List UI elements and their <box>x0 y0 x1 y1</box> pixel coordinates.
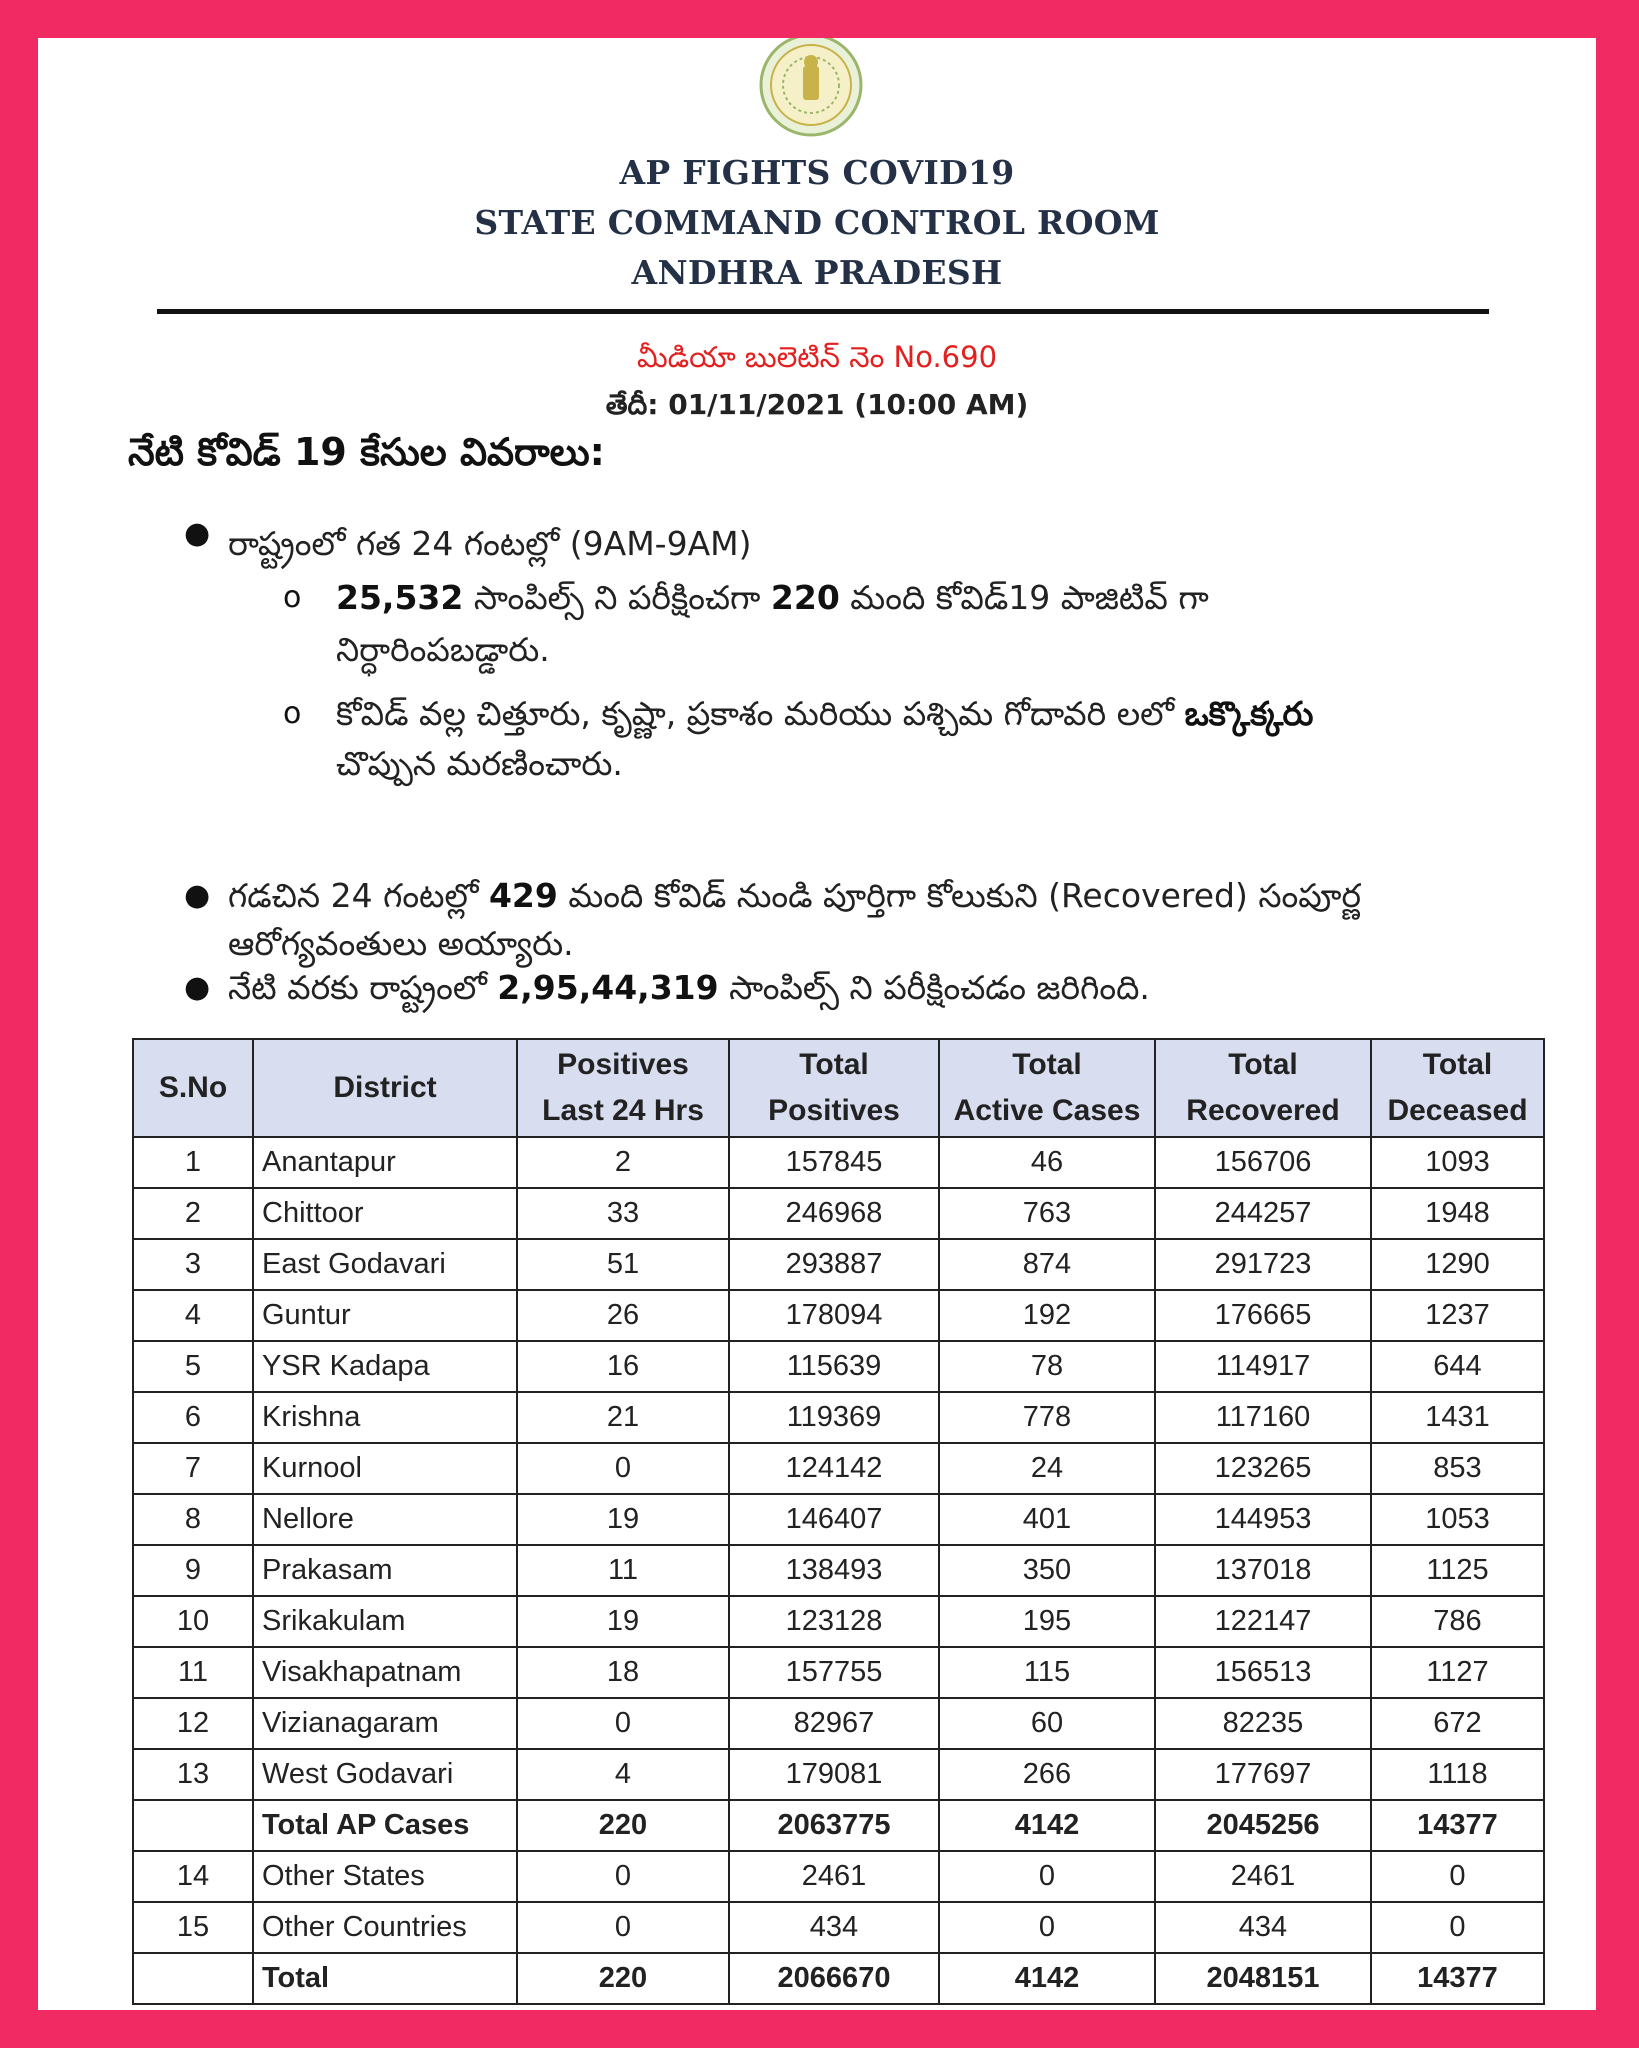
cell-total-positives: 2066670 <box>729 1953 939 2004</box>
header-line-1: AP FIGHTS COVID19 <box>619 153 1015 192</box>
cell-positives-24h: 0 <box>517 1851 729 1902</box>
cell-active-cases: 60 <box>939 1698 1155 1749</box>
cell-positives-24h: 51 <box>517 1239 729 1290</box>
table-row <box>133 1188 1544 1239</box>
table-row <box>133 1851 1544 1902</box>
cell-total-positives: 115639 <box>729 1341 939 1392</box>
cell-total-positives: 157755 <box>729 1647 939 1698</box>
cell-recovered: 82235 <box>1155 1698 1371 1749</box>
cell-recovered: 122147 <box>1155 1596 1371 1647</box>
cell-positives-24h: 2 <box>517 1137 729 1188</box>
cell-positives-24h: 19 <box>517 1494 729 1545</box>
cell-total-positives: 434 <box>729 1902 939 1953</box>
cell-active-cases: 46 <box>939 1137 1155 1188</box>
sub-bullet-2: కోవిడ్ వల్ల చిత్తూరు, కృష్ణా, ప్రకాశం మరియు పశ్చిమ గోదావరి లలో ఒక్కొక్కరు <box>336 694 1314 733</box>
cell-deceased: 1125 <box>1371 1545 1544 1596</box>
cell-total-positives: 119369 <box>729 1392 939 1443</box>
col-header-district: District <box>253 1039 517 1137</box>
cell-sno: 13 <box>133 1749 253 1800</box>
bullet-dot-icon: ● <box>184 970 211 1005</box>
cell-recovered: 156513 <box>1155 1647 1371 1698</box>
bulletin-date: తేదీ: 01/11/2021 (10:00 AM) <box>605 388 1029 421</box>
cell-district: Chittoor <box>253 1188 517 1239</box>
cell-active-cases: 0 <box>939 1851 1155 1902</box>
cell-district: YSR Kadapa <box>253 1341 517 1392</box>
cell-recovered: 176665 <box>1155 1290 1371 1341</box>
cell-recovered: 434 <box>1155 1902 1371 1953</box>
bullet-3: నేటి వరకు రాష్ట్రంలో 2,95,44,319 సాంపిల్స్ ని పరీక్షించడం జరిగింది. <box>228 968 1150 1007</box>
cell-recovered: 2461 <box>1155 1851 1371 1902</box>
cell-active-cases: 78 <box>939 1341 1155 1392</box>
cell-positives-24h: 33 <box>517 1188 729 1239</box>
table-row <box>133 1596 1544 1647</box>
cell-positives-24h: 18 <box>517 1647 729 1698</box>
cell-sno: 12 <box>133 1698 253 1749</box>
cell-active-cases: 763 <box>939 1188 1155 1239</box>
cell-recovered: 177697 <box>1155 1749 1371 1800</box>
cell-sno: 3 <box>133 1239 253 1290</box>
samples-count: 25,532 <box>336 578 464 617</box>
cell-total-positives: 123128 <box>729 1596 939 1647</box>
positive-count: 220 <box>770 578 840 617</box>
section-title: నేటి కోవిడ్ 19 కేసుల వివరాలు: <box>128 430 605 474</box>
cell-active-cases: 874 <box>939 1239 1155 1290</box>
cell-active-cases: 350 <box>939 1545 1155 1596</box>
bullet-dot-icon: ● <box>184 878 211 913</box>
sub-bullet-icon: o <box>283 696 302 731</box>
sub-bullet-1: 25,532 సాంపిల్స్ ని పరీక్షించగా 220 మంది కోవిడ్19 పాజిటివ్ గా <box>336 578 1209 617</box>
cell-sno <box>133 1800 253 1851</box>
sub-bullet-icon: o <box>283 580 302 615</box>
cell-sno: 10 <box>133 1596 253 1647</box>
cell-positives-24h: 220 <box>517 1800 729 1851</box>
bulletin-number: మీడియా బులెటిన్ నెం No.690 <box>636 340 998 374</box>
table-row <box>133 1800 1544 1851</box>
cell-active-cases: 195 <box>939 1596 1155 1647</box>
col-header-total-positives: Total Positives <box>729 1039 939 1137</box>
table-row <box>133 1239 1544 1290</box>
cell-district: Krishna <box>253 1392 517 1443</box>
cell-active-cases: 4142 <box>939 1800 1155 1851</box>
cell-deceased: 0 <box>1371 1851 1544 1902</box>
cell-deceased: 14377 <box>1371 1800 1544 1851</box>
table-row <box>133 1749 1544 1800</box>
sub-bullet-2-line2: చొప్పున మరణించారు. <box>336 744 623 783</box>
cell-deceased: 1431 <box>1371 1392 1544 1443</box>
table-row <box>133 1392 1544 1443</box>
col-header-deceased: Total Deceased <box>1371 1039 1544 1137</box>
cell-district: West Godavari <box>253 1749 517 1800</box>
cell-sno: 2 <box>133 1188 253 1239</box>
cell-positives-24h: 16 <box>517 1341 729 1392</box>
cell-deceased: 1290 <box>1371 1239 1544 1290</box>
cell-deceased: 853 <box>1371 1443 1544 1494</box>
cell-district: Other States <box>253 1851 517 1902</box>
table-row <box>133 1137 1544 1188</box>
cell-total-positives: 2461 <box>729 1851 939 1902</box>
ap-state-emblem <box>756 38 866 140</box>
cell-sno: 9 <box>133 1545 253 1596</box>
cell-total-positives: 157845 <box>729 1137 939 1188</box>
cell-total-positives: 124142 <box>729 1443 939 1494</box>
header-divider <box>157 309 1489 314</box>
cell-recovered: 2045256 <box>1155 1800 1371 1851</box>
cell-deceased: 1093 <box>1371 1137 1544 1188</box>
cell-district: Total <box>253 1953 517 2004</box>
table-row <box>133 1443 1544 1494</box>
col-header-positives-24h: Positives Last 24 Hrs <box>517 1039 729 1137</box>
cell-deceased: 0 <box>1371 1902 1544 1953</box>
cell-deceased: 786 <box>1371 1596 1544 1647</box>
cell-district: Kurnool <box>253 1443 517 1494</box>
table-row <box>133 1902 1544 1953</box>
cell-deceased: 14377 <box>1371 1953 1544 2004</box>
cell-recovered: 144953 <box>1155 1494 1371 1545</box>
cell-total-positives: 178094 <box>729 1290 939 1341</box>
cell-recovered: 137018 <box>1155 1545 1371 1596</box>
cell-total-positives: 2063775 <box>729 1800 939 1851</box>
cell-deceased: 1127 <box>1371 1647 1544 1698</box>
sub-bullet-1-line2: నిర్ధారింపబడ్డారు. <box>336 630 550 669</box>
table-row <box>133 1647 1544 1698</box>
bullet-2-line2: ఆరోగ్యవంతులు అయ్యారు. <box>228 924 574 963</box>
cell-district: Other Countries <box>253 1902 517 1953</box>
cell-district: Visakhapatnam <box>253 1647 517 1698</box>
cell-total-positives: 82967 <box>729 1698 939 1749</box>
bullet-2: గడచిన 24 గంటల్లో 429 మంది కోవిడ్ నుండి పూర్తిగా కోలుకుని (Recovered) సంపూర్ణ <box>228 876 1362 915</box>
cell-deceased: 1053 <box>1371 1494 1544 1545</box>
cell-positives-24h: 26 <box>517 1290 729 1341</box>
cell-sno: 5 <box>133 1341 253 1392</box>
col-header-sno: S.No <box>133 1039 253 1137</box>
table-row <box>133 1494 1544 1545</box>
cell-active-cases: 115 <box>939 1647 1155 1698</box>
bulletin-page <box>38 38 1596 2010</box>
cell-total-positives: 293887 <box>729 1239 939 1290</box>
header-line-3: ANDHRA PRADESH <box>631 253 1003 292</box>
cell-active-cases: 4142 <box>939 1953 1155 2004</box>
cell-sno: 11 <box>133 1647 253 1698</box>
cell-deceased: 672 <box>1371 1698 1544 1749</box>
cell-sno: 6 <box>133 1392 253 1443</box>
cell-recovered: 156706 <box>1155 1137 1371 1188</box>
cell-total-positives: 246968 <box>729 1188 939 1239</box>
cell-district: East Godavari <box>253 1239 517 1290</box>
bullet-dot-icon: ● <box>184 516 211 551</box>
cell-positives-24h: 220 <box>517 1953 729 2004</box>
cell-active-cases: 24 <box>939 1443 1155 1494</box>
cell-district: Guntur <box>253 1290 517 1341</box>
table-row <box>133 1953 1544 2004</box>
cell-active-cases: 401 <box>939 1494 1155 1545</box>
bullet-1: రాష్ట్రంలో గత 24 గంటల్లో (9AM-9AM) <box>228 524 752 563</box>
table-body <box>133 1137 1544 2004</box>
cell-active-cases: 192 <box>939 1290 1155 1341</box>
cell-total-positives: 146407 <box>729 1494 939 1545</box>
table-row <box>133 1290 1544 1341</box>
recovered-count: 429 <box>488 876 558 915</box>
cell-active-cases: 0 <box>939 1902 1155 1953</box>
cell-total-positives: 138493 <box>729 1545 939 1596</box>
cell-positives-24h: 0 <box>517 1698 729 1749</box>
cell-district: Prakasam <box>253 1545 517 1596</box>
cell-recovered: 117160 <box>1155 1392 1371 1443</box>
table-header-row <box>133 1039 1544 1137</box>
cell-deceased: 1237 <box>1371 1290 1544 1341</box>
cell-total-positives: 179081 <box>729 1749 939 1800</box>
col-header-recovered: Total Recovered <box>1155 1039 1371 1137</box>
cell-positives-24h: 21 <box>517 1392 729 1443</box>
cell-sno: 1 <box>133 1137 253 1188</box>
cell-recovered: 291723 <box>1155 1239 1371 1290</box>
cell-recovered: 114917 <box>1155 1341 1371 1392</box>
cell-deceased: 1948 <box>1371 1188 1544 1239</box>
table-row <box>133 1341 1544 1392</box>
cell-sno: 7 <box>133 1443 253 1494</box>
cell-district: Nellore <box>253 1494 517 1545</box>
cell-district: Total AP Cases <box>253 1800 517 1851</box>
cell-active-cases: 266 <box>939 1749 1155 1800</box>
cell-active-cases: 778 <box>939 1392 1155 1443</box>
cell-deceased: 644 <box>1371 1341 1544 1392</box>
cell-positives-24h: 4 <box>517 1749 729 1800</box>
cell-positives-24h: 19 <box>517 1596 729 1647</box>
table-row <box>133 1545 1544 1596</box>
cell-sno <box>133 1953 253 2004</box>
district-cases-table <box>132 1038 1545 2005</box>
cell-positives-24h: 0 <box>517 1902 729 1953</box>
cell-sno: 15 <box>133 1902 253 1953</box>
cell-recovered: 2048151 <box>1155 1953 1371 2004</box>
cell-sno: 8 <box>133 1494 253 1545</box>
cell-district: Vizianagaram <box>253 1698 517 1749</box>
total-samples: 2,95,44,319 <box>497 968 719 1007</box>
cell-recovered: 244257 <box>1155 1188 1371 1239</box>
cell-sno: 14 <box>133 1851 253 1902</box>
cell-recovered: 123265 <box>1155 1443 1371 1494</box>
cell-sno: 4 <box>133 1290 253 1341</box>
table-row <box>133 1698 1544 1749</box>
cell-district: Anantapur <box>253 1137 517 1188</box>
cell-district: Srikakulam <box>253 1596 517 1647</box>
col-header-active-cases: Total Active Cases <box>939 1039 1155 1137</box>
cell-deceased: 1118 <box>1371 1749 1544 1800</box>
cell-positives-24h: 0 <box>517 1443 729 1494</box>
cell-positives-24h: 11 <box>517 1545 729 1596</box>
header-line-2: STATE COMMAND CONTROL ROOM <box>474 203 1160 242</box>
